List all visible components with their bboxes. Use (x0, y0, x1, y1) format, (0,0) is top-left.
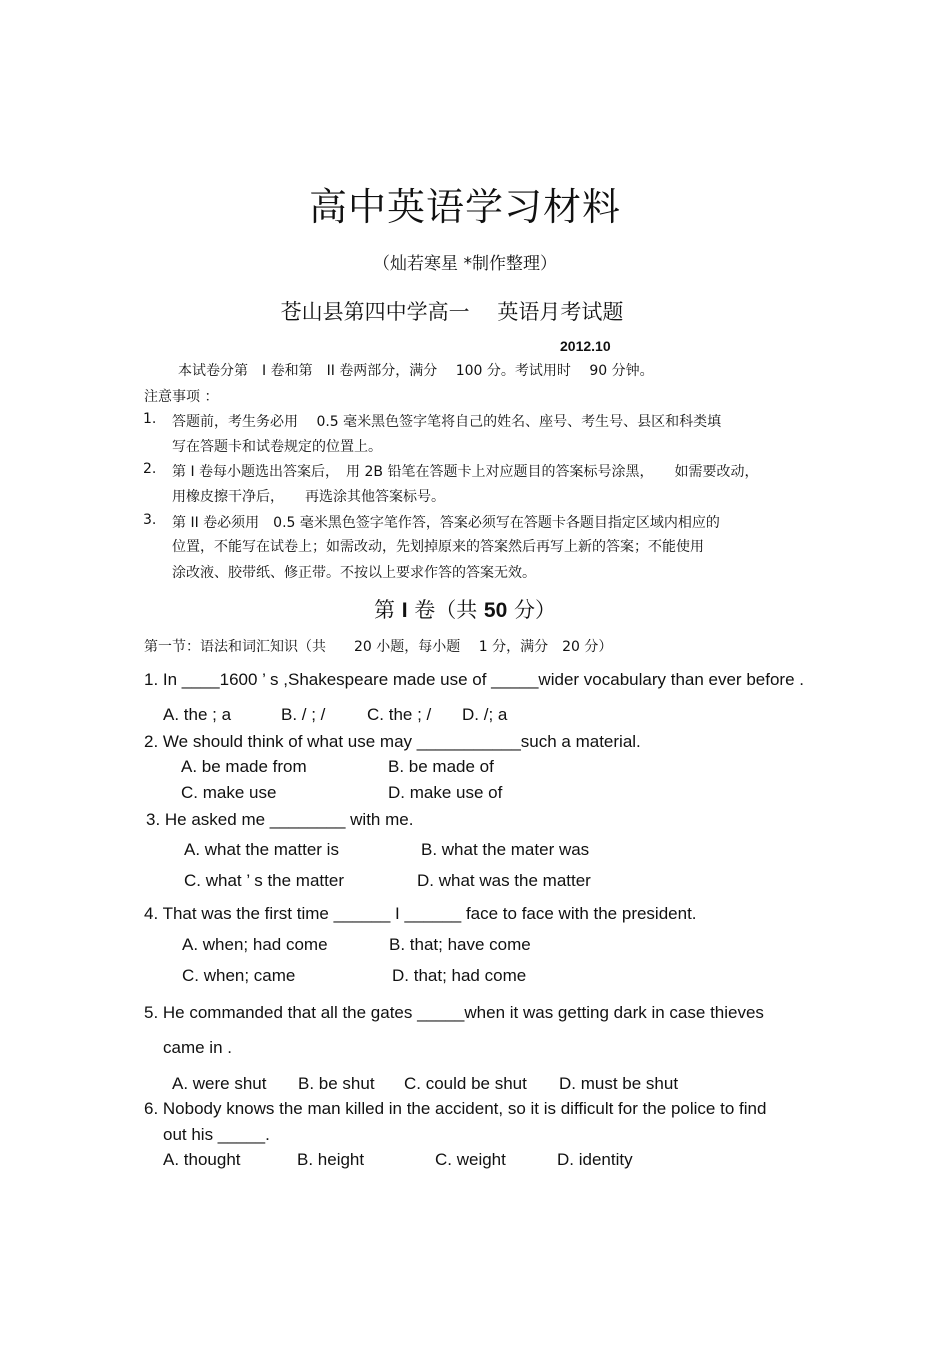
option-c: C. the ; / (367, 705, 432, 724)
notice-line: 涂改液、胶带纸、修正带。不按以上要求作答的答案无效。 (172, 565, 536, 581)
option-c: C. when; came (182, 966, 296, 985)
notice-line: 第 II 卷必须用 0.5 毫米黑色签字笔作答，答案必须写在答题卡各题目指定区域内相应的 (172, 515, 720, 531)
subtitle: （灿若寒星 *制作整理） (373, 254, 557, 274)
section-title-suffix: 分） (507, 598, 556, 622)
notice-number: 1. (143, 411, 157, 427)
option-d: D. must be shut (559, 1074, 679, 1093)
option-b: B. be shut (298, 1074, 375, 1093)
option-c: C. weight (435, 1150, 506, 1169)
option-a: A. thought (163, 1150, 241, 1169)
option-a: A. the ; a (163, 705, 232, 724)
option-d: D. make use of (388, 783, 503, 802)
question-stem-continued: came in . (163, 1038, 232, 1057)
question-stem: 4. That was the first time ______ I ______ face to face with the president. (144, 904, 697, 923)
notice-title: 注意事项 ： (144, 389, 219, 405)
option-b: B. that; have come (389, 935, 531, 954)
option-c: C. make use (181, 783, 277, 802)
option-d: D. /; a (462, 705, 508, 724)
section-title-prefix: 第 (374, 598, 402, 622)
notice-number: 2. (143, 461, 157, 477)
part-description: 第一节：语法和词汇知识（共 20 小题，每小题 1 分，满分 20 分） (144, 639, 613, 655)
option-b: B. be made of (388, 757, 494, 776)
option-d: D. that; had come (392, 966, 527, 985)
option-c: C. could be shut (404, 1074, 527, 1093)
question-stem: 6. Nobody knows the man killed in the accident, so it is difficult for the police to find (144, 1099, 767, 1118)
option-d: D. identity (557, 1150, 633, 1169)
option-a: A. were shut (172, 1074, 267, 1093)
option-c: C. what ’ s the matter (184, 871, 344, 890)
question-stem-continued: out his _____. (163, 1125, 270, 1144)
notice-line: 用橡皮擦干净后， 再选涂其他答案标号。 (172, 489, 445, 505)
section-title (0, 594, 930, 624)
notice-line: 位置，不能写在试卷上；如需改动，先划掉原来的答案然后再写上新的答案；不能使用 (172, 539, 704, 555)
notice-line: 第 I 卷每小题选出答案后， 用 2B 铅笔在答题卡上对应题目的答案标号涂黑， 如需要改动， (172, 464, 759, 480)
section-title-mid: 卷（共 (407, 598, 484, 622)
option-b: B. what the mater was (421, 840, 590, 859)
question-stem: 5. He commanded that all the gates _____when it was getting dark in case thieves (144, 1003, 764, 1022)
exam-date: 2012.10 (560, 338, 611, 354)
option-b: B. height (297, 1150, 365, 1169)
option-a: A. when; had come (182, 935, 328, 954)
question-stem: 2. We should think of what use may ___________such a material. (144, 732, 641, 751)
notice-line: 答题前，考生务必用 0.5 毫米黑色签字笔将自己的姓名、座号、考生号、县区和科类填 (172, 414, 722, 430)
option-d: D. what was the matter (417, 871, 591, 890)
main-title: 高中英语学习材料 (308, 185, 621, 229)
option-b: B. / ; / (281, 705, 326, 724)
option-a: A. what the matter is (184, 840, 339, 859)
notice-line: 写在答题卡和试卷规定的位置上。 (172, 439, 382, 455)
question-stem: 1. In ____1600 ’ s ,Shakespeare made use of _____wider vocabulary than ever before . (144, 670, 804, 689)
notice-number: 3. (143, 512, 157, 528)
section-title-roman: I (401, 599, 408, 622)
option-a: A. be made from (181, 757, 307, 776)
exam-intro: 本试卷分第 I 卷和第 II 卷两部分，满分 100 分。考试用时 90 分钟。 (178, 363, 654, 379)
section-title-score: 50 (483, 599, 508, 622)
question-stem: 3. He asked me ________ with me. (146, 810, 414, 829)
exam-title: 苍山县第四中学高一 英语月考试题 (280, 300, 624, 324)
